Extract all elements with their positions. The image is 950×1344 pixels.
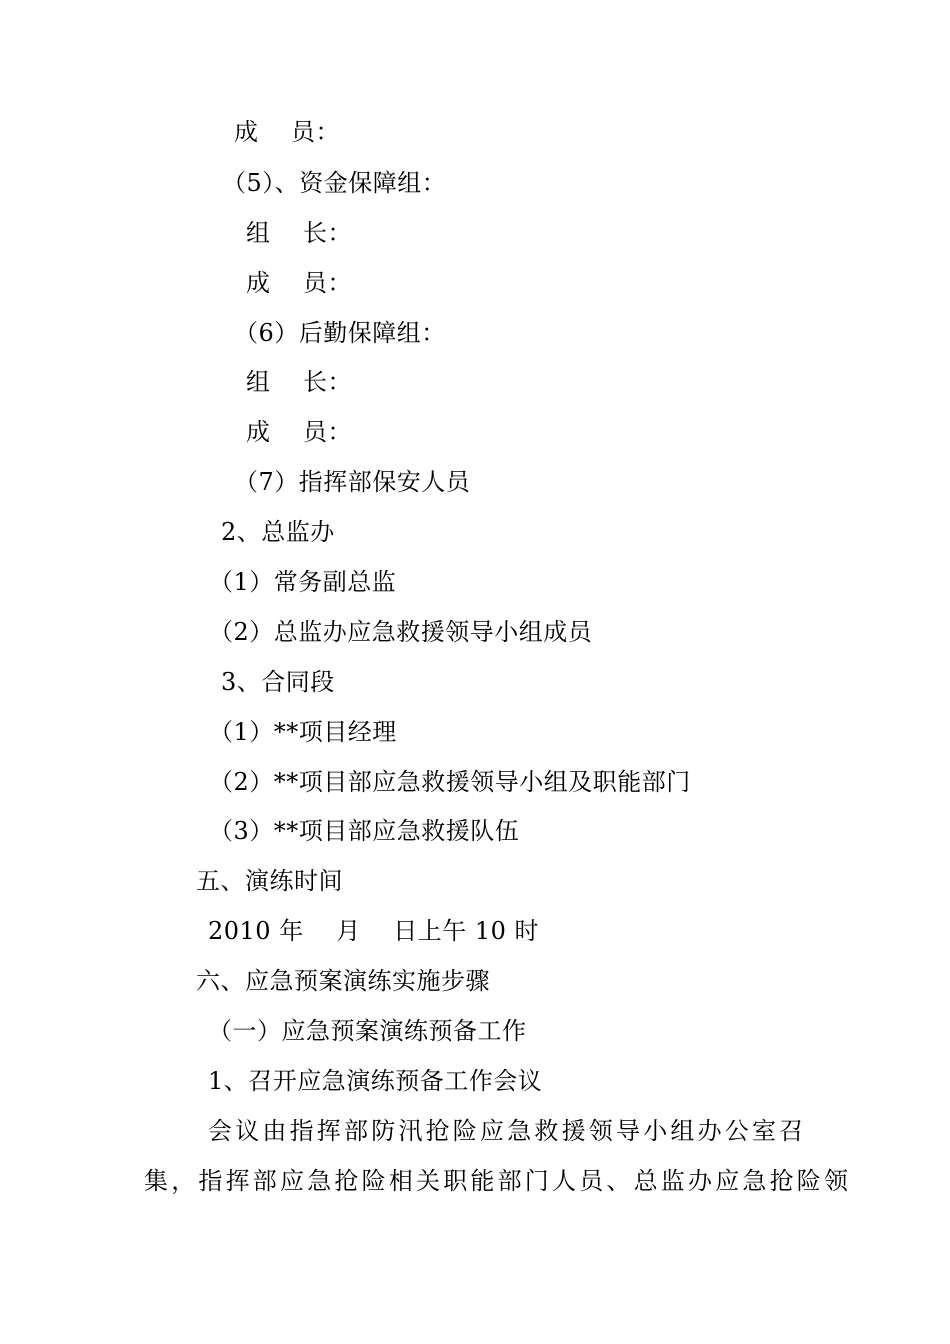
paragraph-line-1: 会议由指挥部防汛抢险应急救援领导小组办公室召	[208, 1117, 807, 1145]
text-line-security-staff: （7）指挥部保安人员	[234, 468, 471, 496]
text-line-members-2: 成 员：	[246, 269, 353, 297]
text-line-project-rescue-team: （3）**项目部应急救援队伍	[209, 817, 520, 845]
section-heading-drill-time: 五、演练时间	[196, 867, 343, 895]
text-line-supervision-office: 2、总监办	[221, 518, 335, 546]
text-line-logistics-group: （6）后勤保障组：	[234, 319, 446, 347]
text-line-project-rescue-leadership: （2）**项目部应急救援领导小组及职能部门	[209, 768, 691, 796]
paragraph-line-2: 集，指挥部应急抢险相关职能部门人员、总监办应急抢险领	[144, 1167, 852, 1195]
text-line-project-manager: （1）**项目经理	[209, 718, 397, 746]
text-line-preparation-meeting: 1、召开应急演练预备工作会议	[208, 1067, 543, 1095]
section-heading-drill-steps: 六、应急预案演练实施步骤	[196, 967, 490, 995]
text-line-finance-group: （5）、资金保障组：	[222, 169, 447, 197]
text-line-members-3: 成 员：	[246, 418, 353, 446]
text-line-leader-2: 组 长：	[246, 368, 353, 396]
text-line-leader-1: 组 长：	[246, 219, 353, 247]
text-line-members-1: 成 员：	[234, 118, 341, 146]
text-line-supervision-rescue-team: （2）总监办应急救援领导小组成员	[209, 618, 593, 646]
text-line-deputy-supervisor: （1）常务副总监	[209, 568, 397, 596]
subsection-heading-preparation: （一）应急预案演练预备工作	[208, 1017, 527, 1045]
text-line-drill-date: 2010 年 月 日上午 10 时	[208, 917, 540, 945]
text-line-contract-section: 3、合同段	[221, 668, 335, 696]
